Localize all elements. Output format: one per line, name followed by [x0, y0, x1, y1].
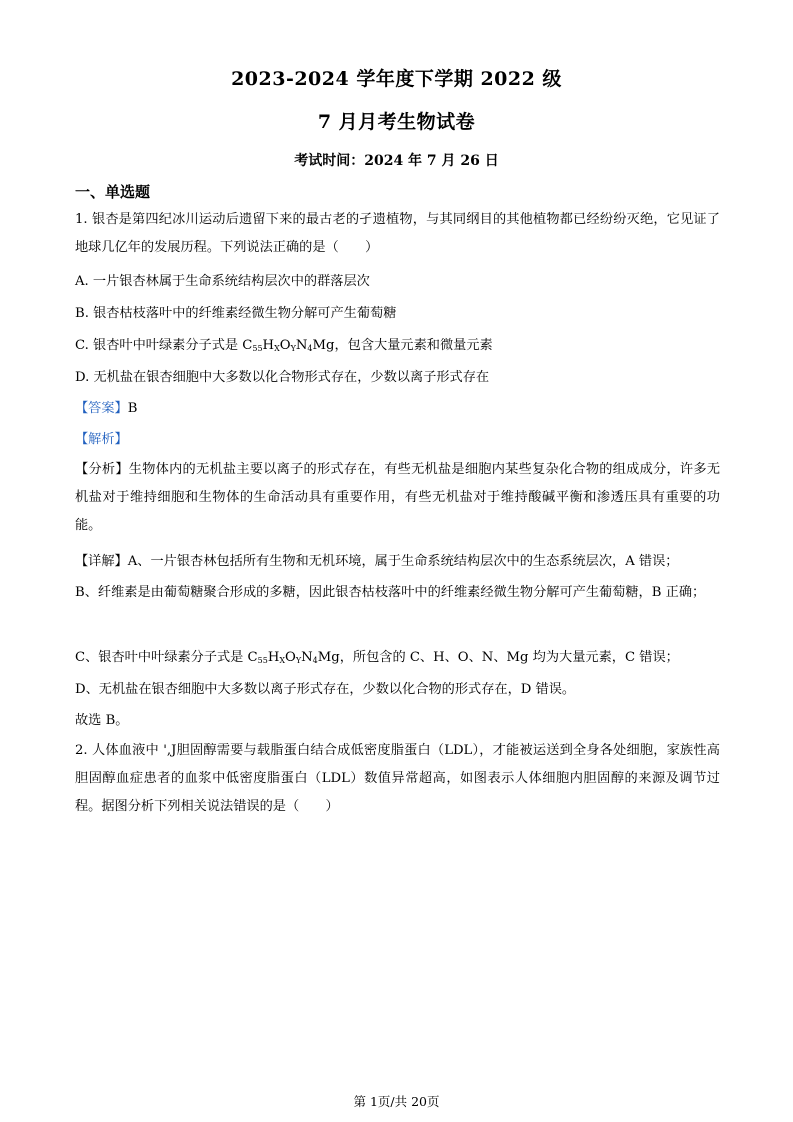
detail-d: D、无机盐在银杏细胞中大多数以离子形式存在，少数以化合物的形式存在，D 错误。 [75, 682, 576, 697]
fenxi-tag: 【分析】 [75, 462, 129, 477]
answer-tag: 【答案】 [75, 401, 128, 416]
question-2-stem: 2. 人体血液中 ',J胆固醇需要与载脂蛋白结合成低密度脂蛋白（LDL），才能被运送到全身各处细胞，家族性高胆固醇血症患者的血浆中低密度脂蛋白（LDL）数值异常超高，如图表示人体细胞内胆固醇的来源及调节过程。据图分析下列相关说法错误的是（ ） [75, 743, 720, 814]
sub-4: 4 [312, 656, 318, 665]
option-c-rest: Mg，包含大量元素和微量元素 [312, 338, 493, 353]
detail-c [75, 649, 679, 670]
sub-4: 4 [307, 344, 313, 353]
section-title: 一、单选题 [75, 183, 151, 201]
fenxi-text: 生物体内的无机盐主要以离子的形式存在，有些无机盐是细胞内某些复杂化合物的组成成分，许多无机盐对于维持细胞和生物体的生命活动具有重要作用，有些无机盐对于维持酸碱平衡和渗透压具有重要的功能。 [75, 462, 721, 533]
answer-line [75, 400, 137, 418]
detail-b: B、纤维素是由葡萄糖聚合形成的多糖，因此银杏枯枝落叶中的纤维素经微生物分解可产生葡萄糖，B 正确； [75, 585, 706, 600]
xiangjie-tag: 【详解】 [75, 554, 128, 569]
question-1-stem: 1. 银杏是第四纪冰川运动后遗留下来的最古老的孑遗植物，与其同纲目的其他植物都已经纷纷灭绝，它见证了地球几亿年的发展历程。下列说法正确的是（ ） [75, 212, 720, 255]
sub-55: 55 [257, 656, 268, 665]
question-1-option-d: D. 无机盐在银杏细胞中大多数以化合物形式存在，少数以离子形式存在 [75, 370, 490, 385]
detail-c-rest: Mg，所包含的 C、H、O、N、Mg 均为大量元素，C 错误； [317, 650, 679, 665]
page-footer: 第 1页/共 20页 [353, 1094, 440, 1109]
exam-title-line2: 7 月月考生物试卷 [317, 111, 476, 133]
option-c-text: C. 银杏叶中叶绿素分子式是 C [75, 338, 253, 353]
exam-time: 考试时间：2024 年 7 月 26 日 [294, 153, 499, 169]
elem-o: O [279, 338, 291, 353]
detail-a-text: A、一片银杏林包括所有生物和无机环境，属于生命系统结构层次中的生态系统层次，A 错误； [127, 554, 679, 569]
elem-h: H [267, 650, 280, 665]
question-1-option-c [75, 337, 493, 358]
fenxi-paragraph [75, 456, 720, 540]
analysis-tag: 【解析】 [75, 432, 128, 447]
question-1-option-b: B. 银杏枯枝落叶中的纤维素经微生物分解可产生葡萄糖 [75, 306, 397, 321]
answer-value: B [127, 401, 138, 416]
elem-h: H [262, 338, 275, 353]
sub-55: 55 [252, 344, 263, 353]
analysis-heading [75, 431, 128, 449]
elem-n: N [301, 650, 313, 665]
detail-a [75, 553, 679, 571]
detail-c-text: C、银杏叶中叶绿素分子式是 C [75, 650, 258, 665]
sub-y: Y [295, 656, 302, 665]
sub-y: Y [290, 344, 296, 353]
exam-title-line1: 2023-2024 学年度下学期 2022 级 [231, 68, 562, 90]
elem-o: O [285, 650, 296, 665]
conclusion: 故选 B。 [75, 713, 129, 728]
question-1-option-a: A. 一片银杏林属于生命系统结构层次中的群落层次 [75, 274, 370, 289]
elem-n: N [295, 338, 308, 353]
sub-x: X [274, 344, 280, 353]
sub-x: X [279, 656, 286, 665]
